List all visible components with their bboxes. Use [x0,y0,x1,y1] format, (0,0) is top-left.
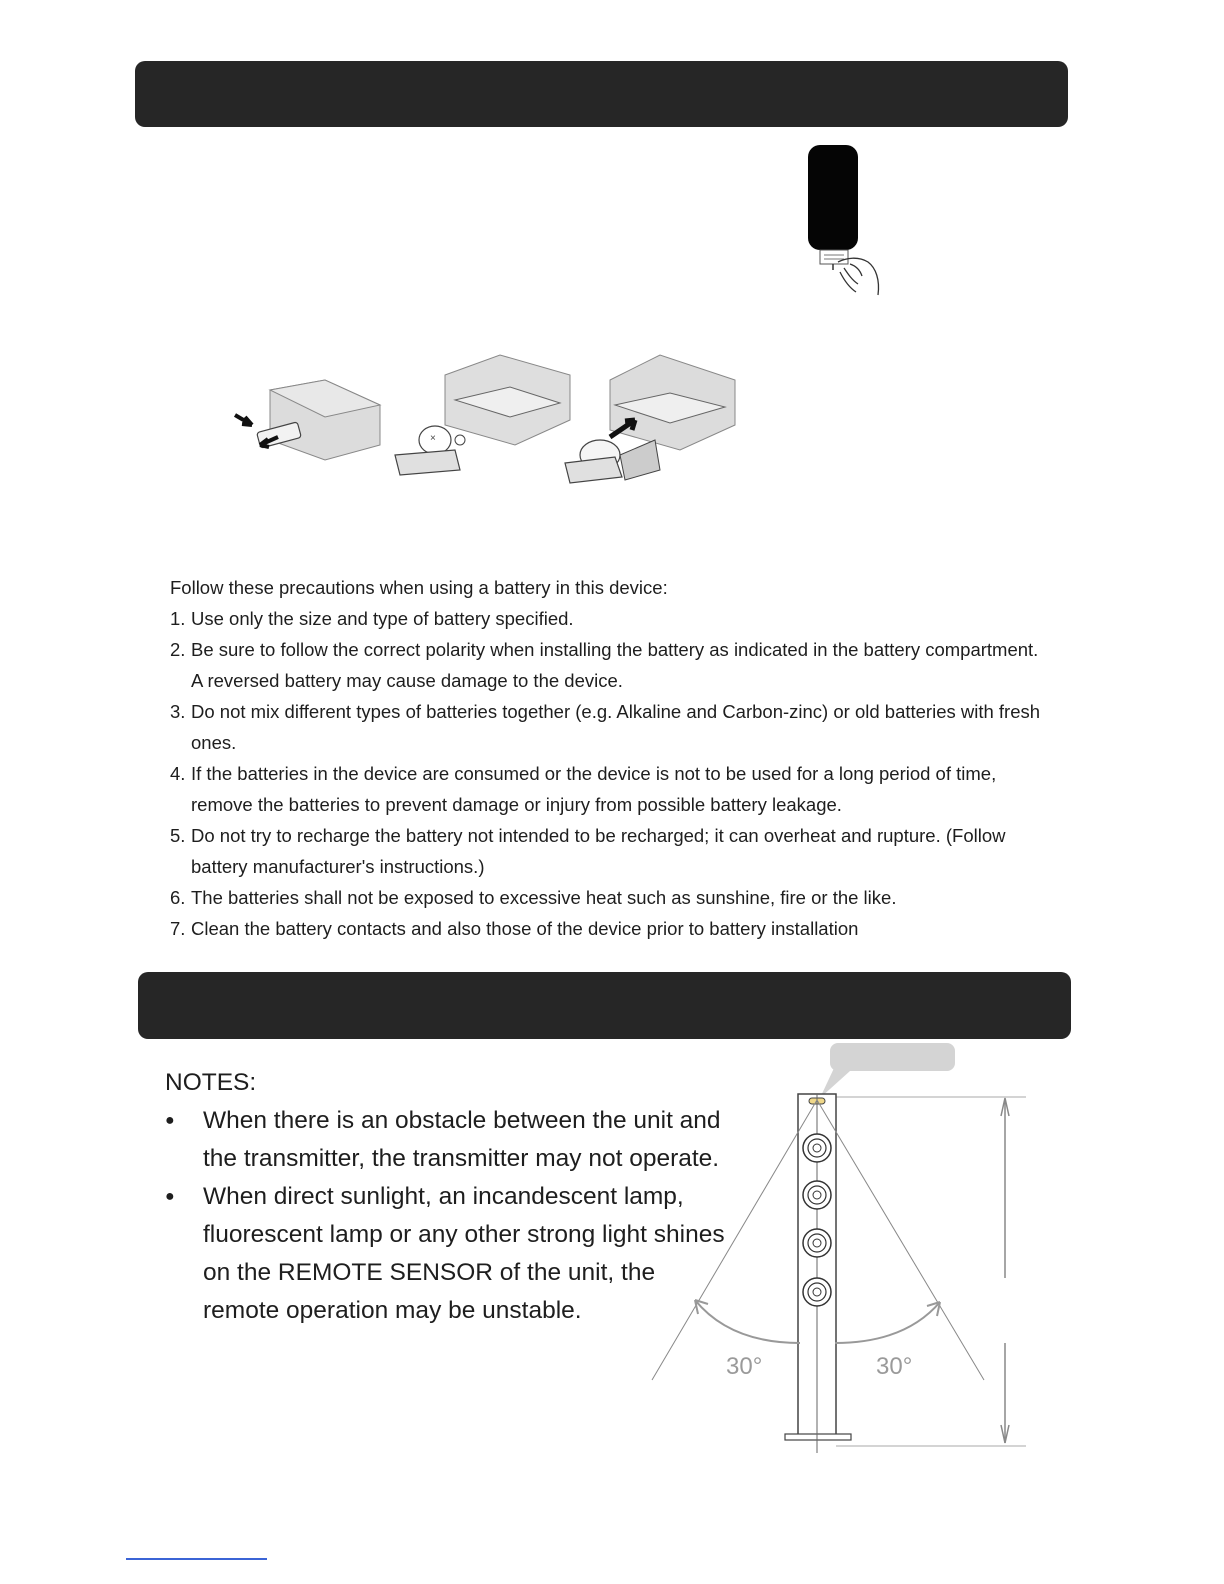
precaution-item [170,758,1050,820]
precaution-text: The batteries shall not be exposed to excessive heat such as sunshine, fire or the like. [191,887,897,908]
precaution-number: 3. [170,701,186,722]
battery-precautions [170,572,1050,944]
speaker-driver [803,1278,831,1306]
precaution-item [170,634,1050,696]
angle-left-label: 30° [726,1353,763,1380]
precaution-text: If the batteries in the device are consumed or the device is not to be used for a long period of time, remove the batteries to prevent damage or injury from possible battery leakage. [191,763,997,815]
section-header-bar-bottom [138,972,1071,1039]
note-text: When there is an obstacle between the unit and the transmitter, the transmitter may not operate. [203,1107,721,1172]
precaution-number: 6. [170,887,186,908]
precautions-intro: Follow these precautions when using a battery in this device: [170,577,668,598]
precaution-text: Be sure to follow the correct polarity when installing the battery as indicated in the battery compartment. A reversed battery may cause damage to the device. [191,639,1039,691]
bullet-icon: ● [165,1188,175,1205]
battery-replacement-illustration [230,345,750,490]
remote-reception-diagram [640,1038,1040,1468]
svg-text:×: × [430,433,436,444]
bullet-icon: ● [165,1112,175,1129]
notes-title: NOTES: [165,1069,257,1096]
footer-link-underline[interactable] [126,1558,267,1560]
precaution-text: Clean the battery contacts and also those of the device prior to battery installation [191,918,859,939]
precaution-item [170,913,1050,944]
precaution-item [170,882,1050,913]
battery-step-1 [235,380,380,460]
speaker-driver [803,1134,831,1162]
speaker-driver [803,1229,831,1257]
precautions-list [170,603,1050,944]
precaution-number: 2. [170,639,186,660]
remote-pull-tab-illustration [800,140,890,300]
battery-step-2 [395,355,570,475]
precaution-number: 7. [170,918,186,939]
precaution-number: 4. [170,763,186,784]
speaker-driver [803,1181,831,1209]
battery-step-3 [565,355,735,483]
precaution-item [170,820,1050,882]
precaution-number: 5. [170,825,186,846]
angle-right-label: 30° [876,1353,913,1380]
note-text: When direct sunlight, an incandescent lamp, fluorescent lamp or any other strong light shines on the REMOTE SENSOR of the unit, the remote operation may be unstable. [203,1183,725,1324]
remote-sensor-callout [830,1043,955,1071]
section-header-bar-top [135,61,1068,127]
precaution-number: 1. [170,608,186,629]
precaution-item [170,696,1050,758]
precaution-text: Use only the size and type of battery specified. [191,608,574,629]
precaution-text: Do not try to recharge the battery not intended to be recharged; it can overheat and rupture. (Follow battery manufacturer's instructions.) [191,825,1006,877]
precaution-item [170,603,1050,634]
precaution-text: Do not mix different types of batteries together (e.g. Alkaline and Carbon-zinc) or old batteries with fresh ones. [191,701,1041,753]
